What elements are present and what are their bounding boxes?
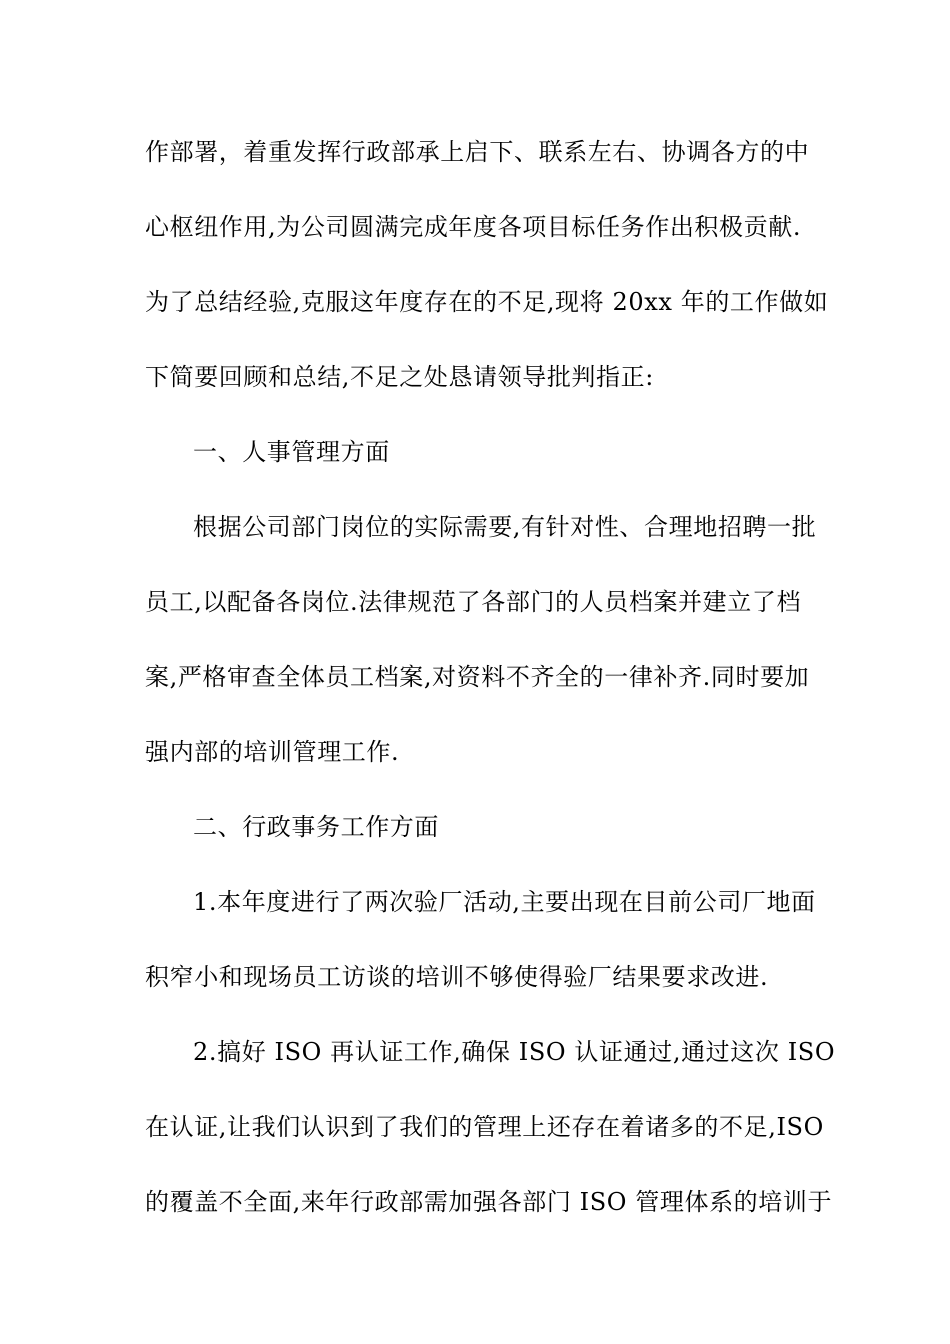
paragraph-line: 员工,以配备各岗位.法律规范了各部门的人员档案并建立了档 xyxy=(145,588,802,616)
paragraph-line: 的覆盖不全面,来年行政部需加强各部门 ISO 管理体系的培训于 xyxy=(145,1188,833,1216)
paragraph-line: 强内部的培训管理工作. xyxy=(145,738,400,766)
paragraph-line: 案,严格审查全体员工档案,对资料不齐全的一律补齐.同时要加 xyxy=(145,663,810,691)
paragraph-line: 在认证,让我们认识到了我们的管理上还存在着诸多的不足,ISO xyxy=(145,1113,824,1141)
paragraph-line: 积窄小和现场员工访谈的培训不够使得验厂结果要求改进. xyxy=(145,963,769,991)
paragraph-line: 作部署，着重发挥行政部承上启下、联系左右、协调各方的中 xyxy=(145,138,810,166)
paragraph-line: 1.本年度进行了两次验厂活动,主要出现在目前公司厂地面 xyxy=(193,888,816,916)
paragraph-line: 下简要回顾和总结,不足之处恳请领导批判指正: xyxy=(145,363,654,391)
paragraph-line: 根据公司部门岗位的实际需要,有针对性、合理地招聘一批 xyxy=(193,513,817,541)
paragraph-line: 心枢纽作用,为公司圆满完成年度各项目标任务作出积极贡献. xyxy=(145,213,802,241)
section-heading: 二、行政事务工作方面 xyxy=(193,813,439,841)
section-heading: 一、人事管理方面 xyxy=(193,438,390,466)
paragraph-line: 2.搞好 ISO 再认证工作,确保 ISO 认证通过,通过这次 ISO xyxy=(193,1038,836,1066)
paragraph-line: 为了总结经验,克服这年度存在的不足,现将 20xx 年的工作做如 xyxy=(145,288,829,316)
